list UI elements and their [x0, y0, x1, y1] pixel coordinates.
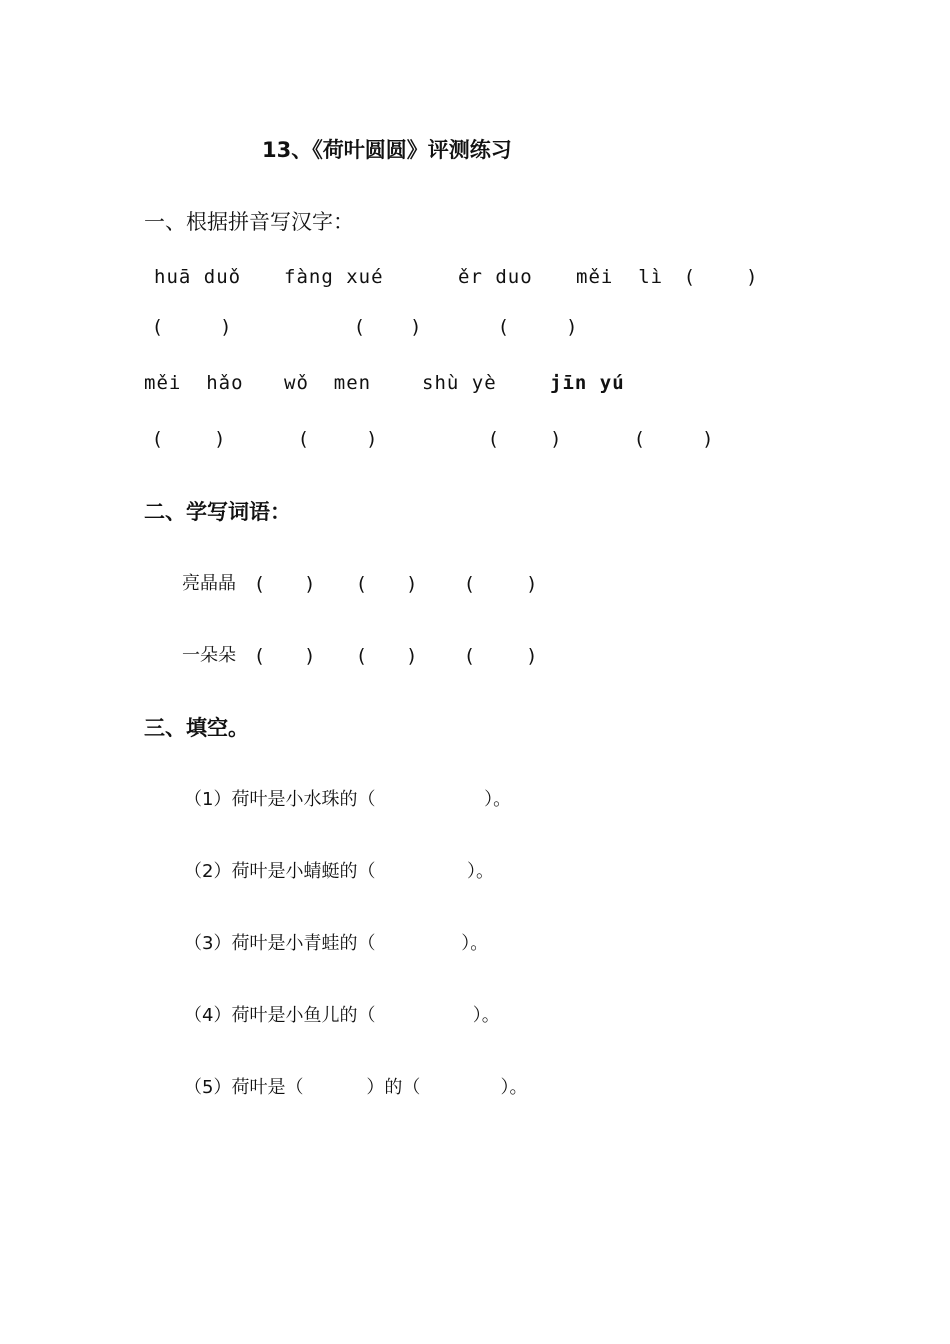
answer-blank[interactable]: ( )	[358, 645, 416, 667]
pinyin-item: měi hǎo	[144, 372, 244, 394]
answer-blank[interactable]: ( )	[356, 316, 420, 338]
fill-blank-item[interactable]: （5）荷叶是（ ）的（ ）。	[184, 1077, 528, 1098]
answer-blank[interactable]: ( )	[358, 573, 416, 595]
fill-blank-item[interactable]: （2）荷叶是小蜻蜓的（ ）。	[184, 861, 494, 882]
pinyin-item: huā duǒ	[154, 266, 242, 288]
answer-blank[interactable]: ( )	[154, 428, 224, 450]
section-3-heading: 三、填空。	[144, 716, 249, 740]
pinyin-item: shù yè	[422, 372, 497, 394]
answer-blank[interactable]: ( )	[500, 316, 576, 338]
answer-blank[interactable]: ( )	[256, 573, 314, 595]
page-title: 13、《荷叶圆圆》评测练习	[262, 138, 512, 162]
word-prompt: 一朵朵	[182, 645, 236, 666]
pinyin-item: ěr duo	[458, 266, 533, 288]
answer-blank[interactable]: ( )	[154, 316, 230, 338]
pinyin-item: jīn yú	[550, 372, 625, 394]
section-1-heading: 一、根据拼音写汉字：	[144, 210, 354, 234]
fill-blank-item[interactable]: （3）荷叶是小青蛙的（ ）。	[184, 933, 489, 954]
fill-blank-item[interactable]: （4）荷叶是小鱼儿的（ ）。	[184, 1005, 500, 1026]
answer-blank[interactable]: ( )	[466, 573, 536, 595]
pinyin-item: měi lì	[576, 266, 664, 288]
answer-blank[interactable]: ( )	[300, 428, 376, 450]
answer-blank[interactable]: ( )	[636, 428, 712, 450]
answer-blank[interactable]: ( )	[256, 645, 314, 667]
answer-blank[interactable]: ( )	[686, 266, 756, 288]
answer-blank[interactable]: ( )	[466, 645, 536, 667]
word-prompt: 亮晶晶	[182, 573, 236, 594]
section-2-heading: 二、学写词语：	[144, 500, 291, 524]
pinyin-item: wǒ men	[284, 372, 372, 394]
answer-blank[interactable]: ( )	[490, 428, 560, 450]
fill-blank-item[interactable]: （1）荷叶是小水珠的（ ）。	[184, 789, 512, 810]
pinyin-item: fàng xué	[284, 266, 384, 288]
